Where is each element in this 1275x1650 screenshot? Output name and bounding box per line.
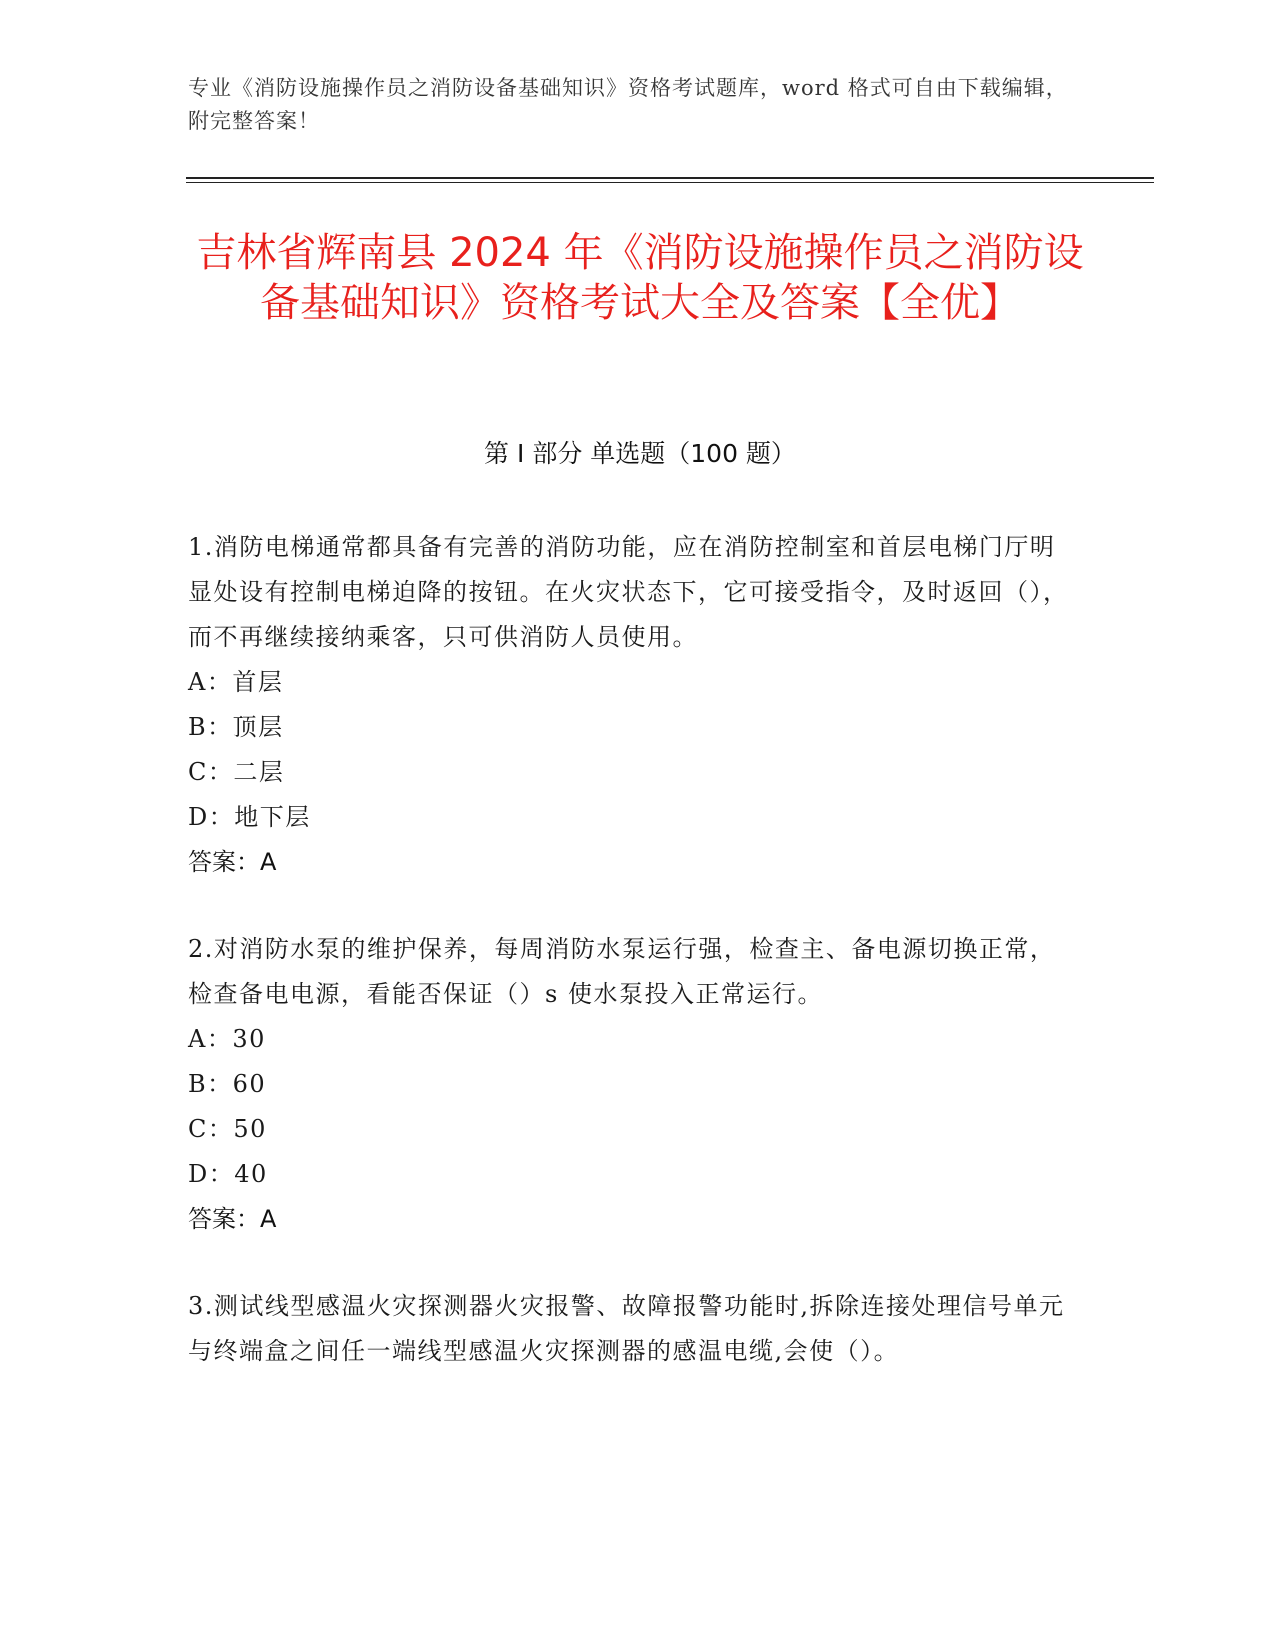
option-d: D：40 bbox=[188, 1160, 268, 1188]
option-b: B：60 bbox=[188, 1070, 267, 1098]
document-title: 吉林省辉南县 2024 年《消防设施操作员之消防设备基础知识》资格考试大全及答案【全优】 bbox=[196, 230, 1084, 326]
header-divider-thick bbox=[186, 177, 1154, 179]
question-2 bbox=[188, 927, 1078, 1242]
option-a: A：30 bbox=[188, 1025, 266, 1053]
header-divider-thin bbox=[186, 182, 1154, 183]
question-list bbox=[188, 525, 1078, 1416]
question-1 bbox=[188, 525, 1078, 885]
question-stem: 1.消防电梯通常都具备有完善的消防功能，应在消防控制室和首层电梯门厅明显处设有控制电梯迫降的按钮。在火灾状态下，它可接受指令，及时返回（），而不再继续接纳乘客，只可供消防人员使用。 bbox=[188, 533, 1069, 651]
option-c: C：二层 bbox=[188, 758, 285, 786]
option-a: A：首层 bbox=[188, 668, 284, 696]
header-note: 专业《消防设施操作员之消防设备基础知识》资格考试题库，word 格式可自由下载编辑，附完整答案！ bbox=[188, 76, 1068, 133]
answer-line: 答案：A bbox=[188, 848, 277, 876]
answer-line: 答案：A bbox=[188, 1205, 277, 1233]
option-c: C：50 bbox=[188, 1115, 267, 1143]
section-title: 第 I 部分 单选题（100 题） bbox=[484, 439, 796, 468]
option-d: D：地下层 bbox=[188, 803, 311, 831]
question-3 bbox=[188, 1284, 1078, 1374]
question-stem: 2.对消防水泵的维护保养，每周消防水泵运行强，检查主、备电源切换正常，检查备电电源，看能否保证（）s 使水泵投入正常运行。 bbox=[188, 935, 1056, 1008]
option-b: B：顶层 bbox=[188, 713, 284, 741]
question-stem: 3.测试线型感温火灾探测器火灾报警、故障报警功能时,拆除连接处理信号单元与终端盒之间任一端线型感温火灾探测器的感温电缆,会使（）。 bbox=[188, 1292, 1065, 1365]
